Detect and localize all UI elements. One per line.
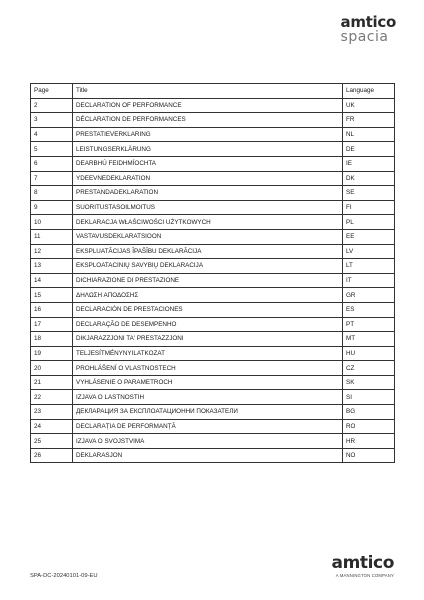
table-row: [31, 448, 395, 463]
table-row: [31, 405, 395, 420]
cell-page: 25: [31, 434, 73, 449]
cell-title: DEARBHÚ FEIDHMÍOCHTA: [73, 156, 343, 171]
cell-page: 6: [31, 156, 73, 171]
cell-page: 24: [31, 419, 73, 434]
cell-language: FR: [343, 113, 395, 128]
table-row: [31, 229, 395, 244]
cell-language: UK: [343, 98, 395, 113]
table-row: [31, 361, 395, 376]
header-page: Page: [31, 84, 73, 99]
cell-page: 21: [31, 375, 73, 390]
table-row: [31, 317, 395, 332]
cell-language: GR: [343, 288, 395, 303]
cell-page: 16: [31, 302, 73, 317]
table-row: [31, 127, 395, 142]
cell-page: 12: [31, 244, 73, 259]
cell-title: DECLARACIÓN DE PRESTACIONES: [73, 302, 343, 317]
cell-language: NO: [343, 448, 395, 463]
table-row: [31, 332, 395, 347]
cell-page: 5: [31, 142, 73, 157]
table-row: [31, 434, 395, 449]
cell-language: PT: [343, 317, 395, 332]
table-row: [31, 273, 395, 288]
cell-language: MT: [343, 332, 395, 347]
document-code: SPA-DC-20240101-09-EU: [30, 573, 98, 579]
table-row: [31, 419, 395, 434]
cell-page: 14: [31, 273, 73, 288]
cell-title: DÉCLARATION DE PERFORMANCES: [73, 113, 343, 128]
brand-logo-top: [341, 14, 396, 45]
spacia-logo: spacia: [340, 29, 389, 45]
amtico-logo: amtico: [340, 13, 396, 31]
cell-page: 4: [31, 127, 73, 142]
cell-language: BG: [343, 405, 395, 420]
cell-title: DECLARAȚIA DE PERFORMANȚĂ: [73, 419, 343, 434]
cell-language: IT: [343, 273, 395, 288]
cell-page: 7: [31, 171, 73, 186]
cell-title: EKSPLOATACINIŲ SAVYBIŲ DEKLARACIJA: [73, 259, 343, 274]
table-header-row: [31, 84, 395, 99]
cell-page: 22: [31, 390, 73, 405]
cell-page: 11: [31, 229, 73, 244]
cell-language: SK: [343, 375, 395, 390]
cell-page: 15: [31, 288, 73, 303]
cell-page: 8: [31, 186, 73, 201]
cell-language: SI: [343, 390, 395, 405]
cell-title: TELJESÍTMÉNYNYILATKOZAT: [73, 346, 343, 361]
cell-title: VYHLÁSENIE O PARAMETROCH: [73, 375, 343, 390]
cell-language: LV: [343, 244, 395, 259]
cell-language: DE: [343, 142, 395, 157]
table-row: [31, 288, 395, 303]
cell-title: ΔΗΛΩΣΗ ΑΠΟΔΟΣΗΣ: [73, 288, 343, 303]
cell-page: 26: [31, 448, 73, 463]
cell-language: DK: [343, 171, 395, 186]
cell-page: 18: [31, 332, 73, 347]
table-row: [31, 375, 395, 390]
table-row: [31, 200, 395, 215]
cell-language: CZ: [343, 361, 395, 376]
cell-language: LT: [343, 259, 395, 274]
cell-title: DECLARAÇÃO DE DESEMPENHO: [73, 317, 343, 332]
cell-language: PL: [343, 215, 395, 230]
cell-title: DEKLARACJA WŁAŚCIWOŚCI UŻYTKOWYCH: [73, 215, 343, 230]
cell-title: PRESTATIEVERKLARING: [73, 127, 343, 142]
cell-language: IE: [343, 156, 395, 171]
cell-title: IZJAVA O SVOJSTVIMA: [73, 434, 343, 449]
table-row: [31, 142, 395, 157]
cell-title: DECLARATION OF PERFORMANCE: [73, 98, 343, 113]
table-row: [31, 171, 395, 186]
cell-language: SE: [343, 186, 395, 201]
company-tagline: A MANNINGTON COMPANY: [335, 573, 394, 578]
cell-title: DIKJARAZZJONI TA' PRESTAZZJONI: [73, 332, 343, 347]
header-title: Title: [73, 84, 343, 99]
brand-logo-bottom: [332, 554, 395, 578]
table-row: [31, 113, 395, 128]
table-row: [31, 302, 395, 317]
header-language: Language: [343, 84, 395, 99]
cell-language: ES: [343, 302, 395, 317]
cell-page: 9: [31, 200, 73, 215]
table-row: [31, 346, 395, 361]
cell-page: 17: [31, 317, 73, 332]
cell-title: VASTAVUSDEKLARATSIOON: [73, 229, 343, 244]
cell-page: 20: [31, 361, 73, 376]
table-row: [31, 186, 395, 201]
table-row: [31, 215, 395, 230]
table-row: [31, 156, 395, 171]
cell-language: EE: [343, 229, 395, 244]
table-row: [31, 390, 395, 405]
cell-title: PRESTANDADEKLARATION: [73, 186, 343, 201]
contents-table: [30, 83, 395, 463]
cell-title: DICHIARAZIONE DI PRESTAZIONE: [73, 273, 343, 288]
cell-page: 19: [31, 346, 73, 361]
cell-title: EKSPLUATĀCIJAS ĪPAŠĪBU DEKLARĀCIJA: [73, 244, 343, 259]
cell-title: IZJAVA O LASTNOSTIH: [73, 390, 343, 405]
cell-title: ДЕКЛАРАЦИЯ ЗА ЕКСПЛОАТАЦИОННИ ПОКАЗАТЕЛИ: [73, 405, 343, 420]
cell-language: NL: [343, 127, 395, 142]
cell-title: DEKLARASJON: [73, 448, 343, 463]
cell-page: 3: [31, 113, 73, 128]
table-row: [31, 244, 395, 259]
cell-page: 13: [31, 259, 73, 274]
cell-language: HR: [343, 434, 395, 449]
cell-language: HU: [343, 346, 395, 361]
cell-title: PROHLÁŠENÍ O VLASTNOSTECH: [73, 361, 343, 376]
cell-language: FI: [343, 200, 395, 215]
cell-page: 10: [31, 215, 73, 230]
cell-page: 23: [31, 405, 73, 420]
table-body: [31, 98, 395, 463]
cell-language: RO: [343, 419, 395, 434]
cell-title: SUORITUSTASOILMOITUS: [73, 200, 343, 215]
cell-title: YDEEVNEDEKLARATION: [73, 171, 343, 186]
cell-page: 2: [31, 98, 73, 113]
cell-title: LEISTUNGSERKLÄRUNG: [73, 142, 343, 157]
amtico-logo-footer: amtico: [331, 553, 394, 573]
table-row: [31, 259, 395, 274]
table-row: [31, 98, 395, 113]
